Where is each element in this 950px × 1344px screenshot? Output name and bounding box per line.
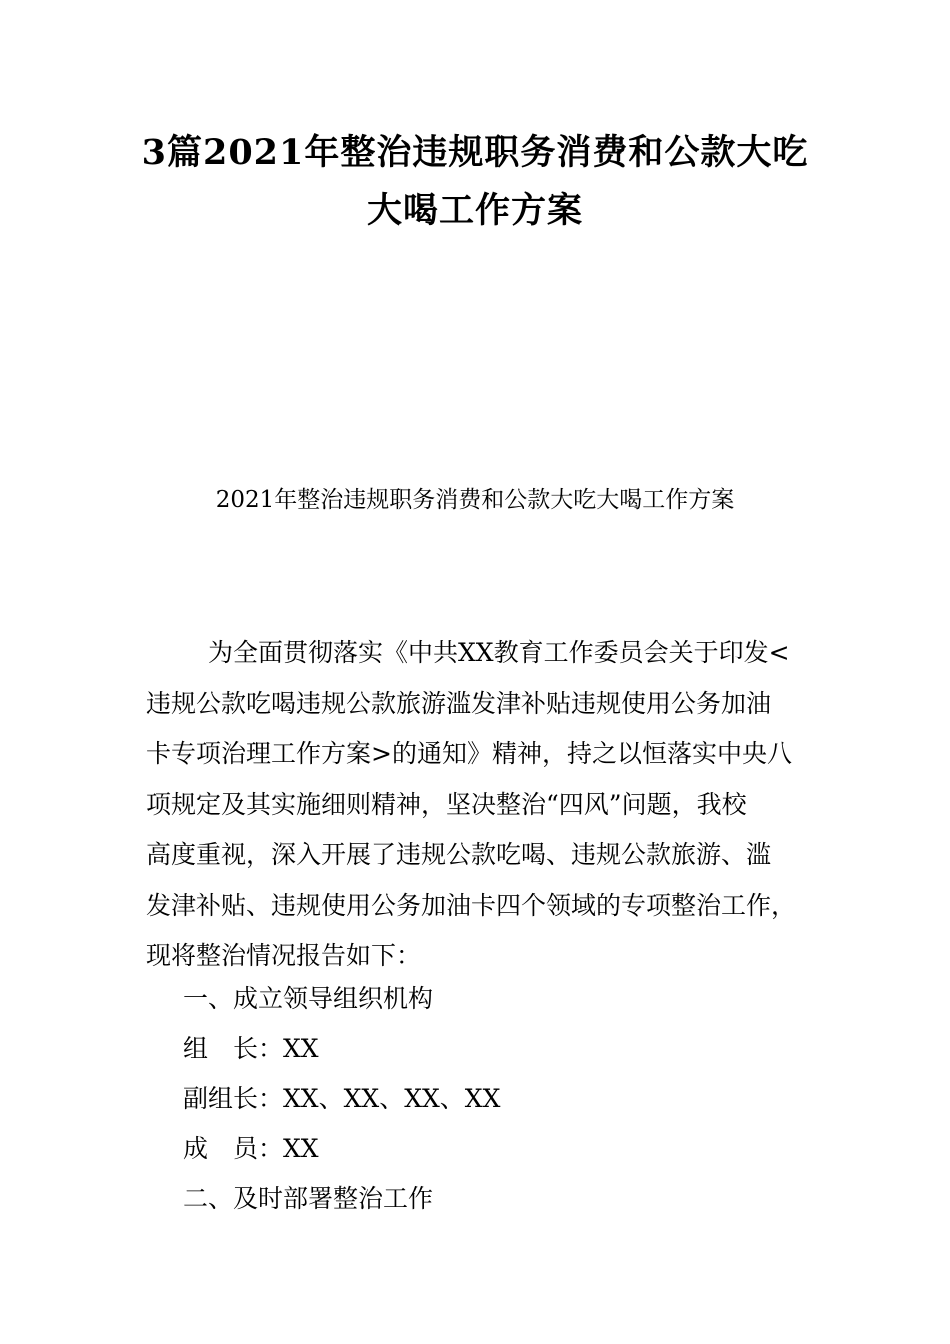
document-subtitle: 2021年整治违规职务消费和公款大吃大喝工作方案 <box>215 487 735 513</box>
section-heading: 一、成立领导组织机构 <box>183 984 434 1013</box>
paragraph-line: 现将整治情况报告如下： <box>146 941 422 970</box>
paragraph-line: 为全面贯彻落实《中共XX教育工作委员会关于印发< <box>208 638 790 667</box>
title-line: 3篇2021年整治违规职务消费和公款大吃 <box>141 132 809 173</box>
paragraph-line: 发津补贴、违规使用公务加油卡四个领域的专项整治工作， <box>146 890 797 920</box>
paragraph-line: 项规定及其实施细则精神，坚决整治“四风”问题，我校 <box>146 789 747 819</box>
paragraph-line: 违规公款吃喝违规公款旅游滥发津补贴违规使用公务加油 <box>146 688 772 718</box>
paragraph-line: 高度重视，深入开展了违规公款吃喝、违规公款旅游、滥 <box>146 840 772 869</box>
list-item: 组 长：XX <box>183 1034 319 1063</box>
section-heading: 二、及时部署整治工作 <box>183 1184 434 1213</box>
list-item: 成 员：XX <box>183 1134 319 1163</box>
intro-paragraph <box>146 628 806 982</box>
paragraph-line: 卡专项治理工作方案>的通知》精神，持之以恒落实中央八 <box>146 739 792 768</box>
document-title <box>110 124 840 240</box>
organization-list <box>183 974 500 1224</box>
list-item: 副组长：XX、XX、XX、XX <box>183 1084 501 1113</box>
title-line: 大喝工作方案 <box>366 190 583 231</box>
